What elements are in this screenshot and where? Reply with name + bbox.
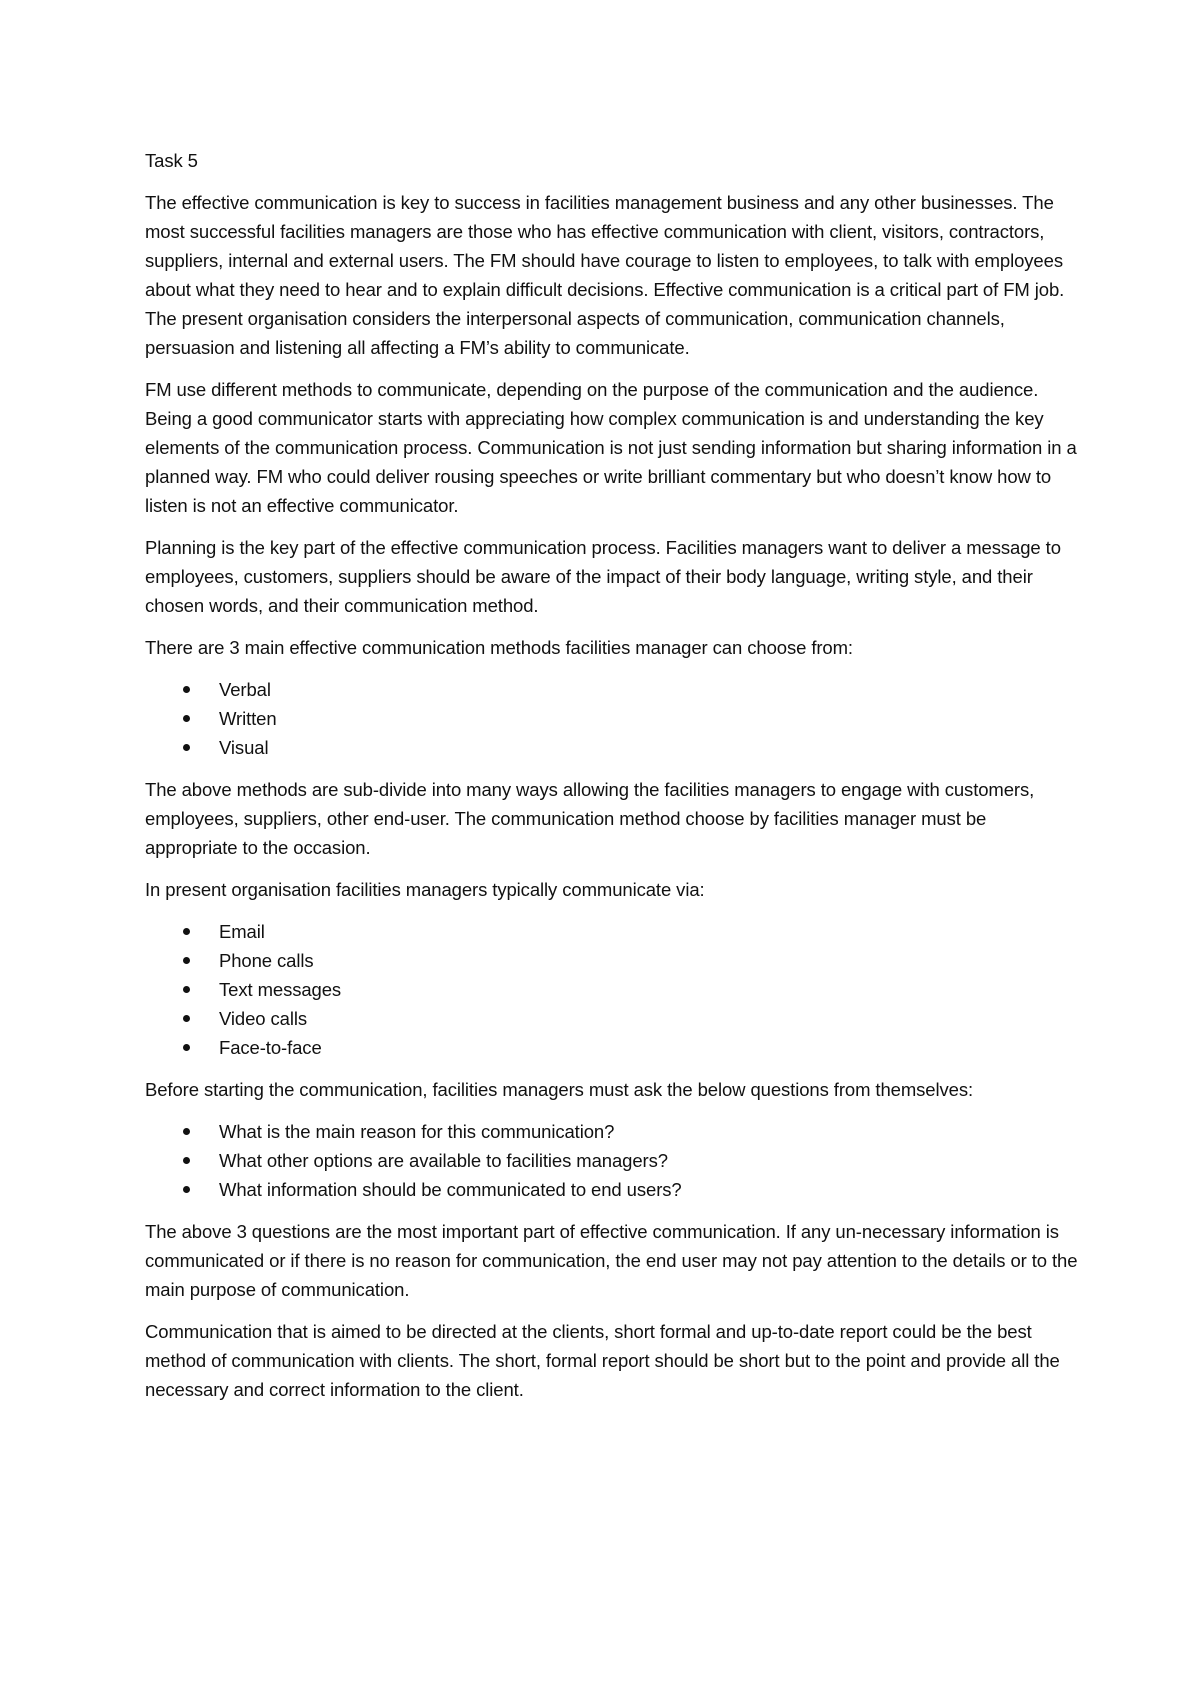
list-item-text: What is the main reason for this communication? [219,1121,615,1142]
list-item-text: Visual [219,737,269,758]
list-item-text: What information should be communicated to end users? [219,1179,682,1200]
paragraph: There are 3 main effective communication methods facilities manager can choose from: [145,637,853,658]
bullet-list [145,675,1080,762]
bullet-icon [183,715,190,722]
paragraph: Communication that is aimed to be directed at the clients, short formal and up-to-date report could be the best method of communication with clients. The short, formal report should be short but to the point and provide all the necessary and correct information to the client. [145,1321,1060,1400]
document-heading: Task 5 [145,150,198,171]
bullet-icon [183,928,190,935]
list-item [145,733,1080,762]
bullet-icon [183,1044,190,1051]
bullet-icon [183,1128,190,1135]
list-item [145,975,1080,1004]
list-item-text: Text messages [219,979,342,1000]
bullet-list [145,917,1080,1062]
list-item [145,1004,1080,1033]
list-item [145,1175,1080,1204]
list-item [145,917,1080,946]
list-item-text: What other options are available to facilities managers? [219,1150,668,1171]
paragraph: In present organisation facilities managers typically communicate via: [145,879,705,900]
bullet-icon [183,1186,190,1193]
paragraph: Planning is the key part of the effective communication process. Facilities managers want to deliver a message to employees, customers, suppliers should be aware of the impact of their body language, writing style, and their chosen words, and their communication method. [145,537,1061,616]
list-item-text: Verbal [219,679,271,700]
list-item-text: Face-to-face [219,1037,322,1058]
list-item-text: Written [219,708,277,729]
list-item-text: Video calls [219,1008,308,1029]
list-item [145,1146,1080,1175]
paragraph: The above methods are sub-divide into many ways allowing the facilities managers to engage with customers, employees, suppliers, other end-user. The communication method choose by facilities manager must be appropriate to the occasion. [145,779,1035,858]
bullet-icon [183,686,190,693]
bullet-icon [183,744,190,751]
paragraph: Before starting the communication, facilities managers must ask the below questions from themselves: [145,1079,974,1100]
paragraph: The above 3 questions are the most important part of effective communication. If any un-necessary information is communicated or if there is no reason for communication, the end user may not pay attention to the details or to the main purpose of communication. [145,1221,1078,1300]
bullet-icon [183,1157,190,1164]
list-item-text: Phone calls [219,950,314,971]
list-item [145,946,1080,975]
list-item [145,704,1080,733]
document-page [145,146,1080,1417]
paragraph: The effective communication is key to success in facilities management business and any other businesses. The most successful facilities managers are those who has effective communication with client, visitors, contractors, suppliers, internal and external users. The FM should have courage to listen to employees, to talk with employees about what they need to hear and to explain difficult decisions. Effective communication is a critical part of FM job. The present organisation considers the interpersonal aspects of communication, communication channels, persuasion and listening all affecting a FM’s ability to communicate. [145,192,1065,358]
bullet-icon [183,986,190,993]
list-item [145,1117,1080,1146]
list-item-text: Email [219,921,265,942]
list-item [145,675,1080,704]
list-item [145,1033,1080,1062]
bullet-icon [183,1015,190,1022]
bullet-icon [183,957,190,964]
paragraph: FM use different methods to communicate, depending on the purpose of the communication and the audience. Being a good communicator starts with appreciating how complex communication is and understanding the key elements of the communication process. Communication is not just sending information but sharing information in a planned way. FM who could deliver rousing speeches or write brilliant commentary but who doesn’t know how to listen is not an effective communicator. [145,379,1077,516]
bullet-list [145,1117,1080,1204]
